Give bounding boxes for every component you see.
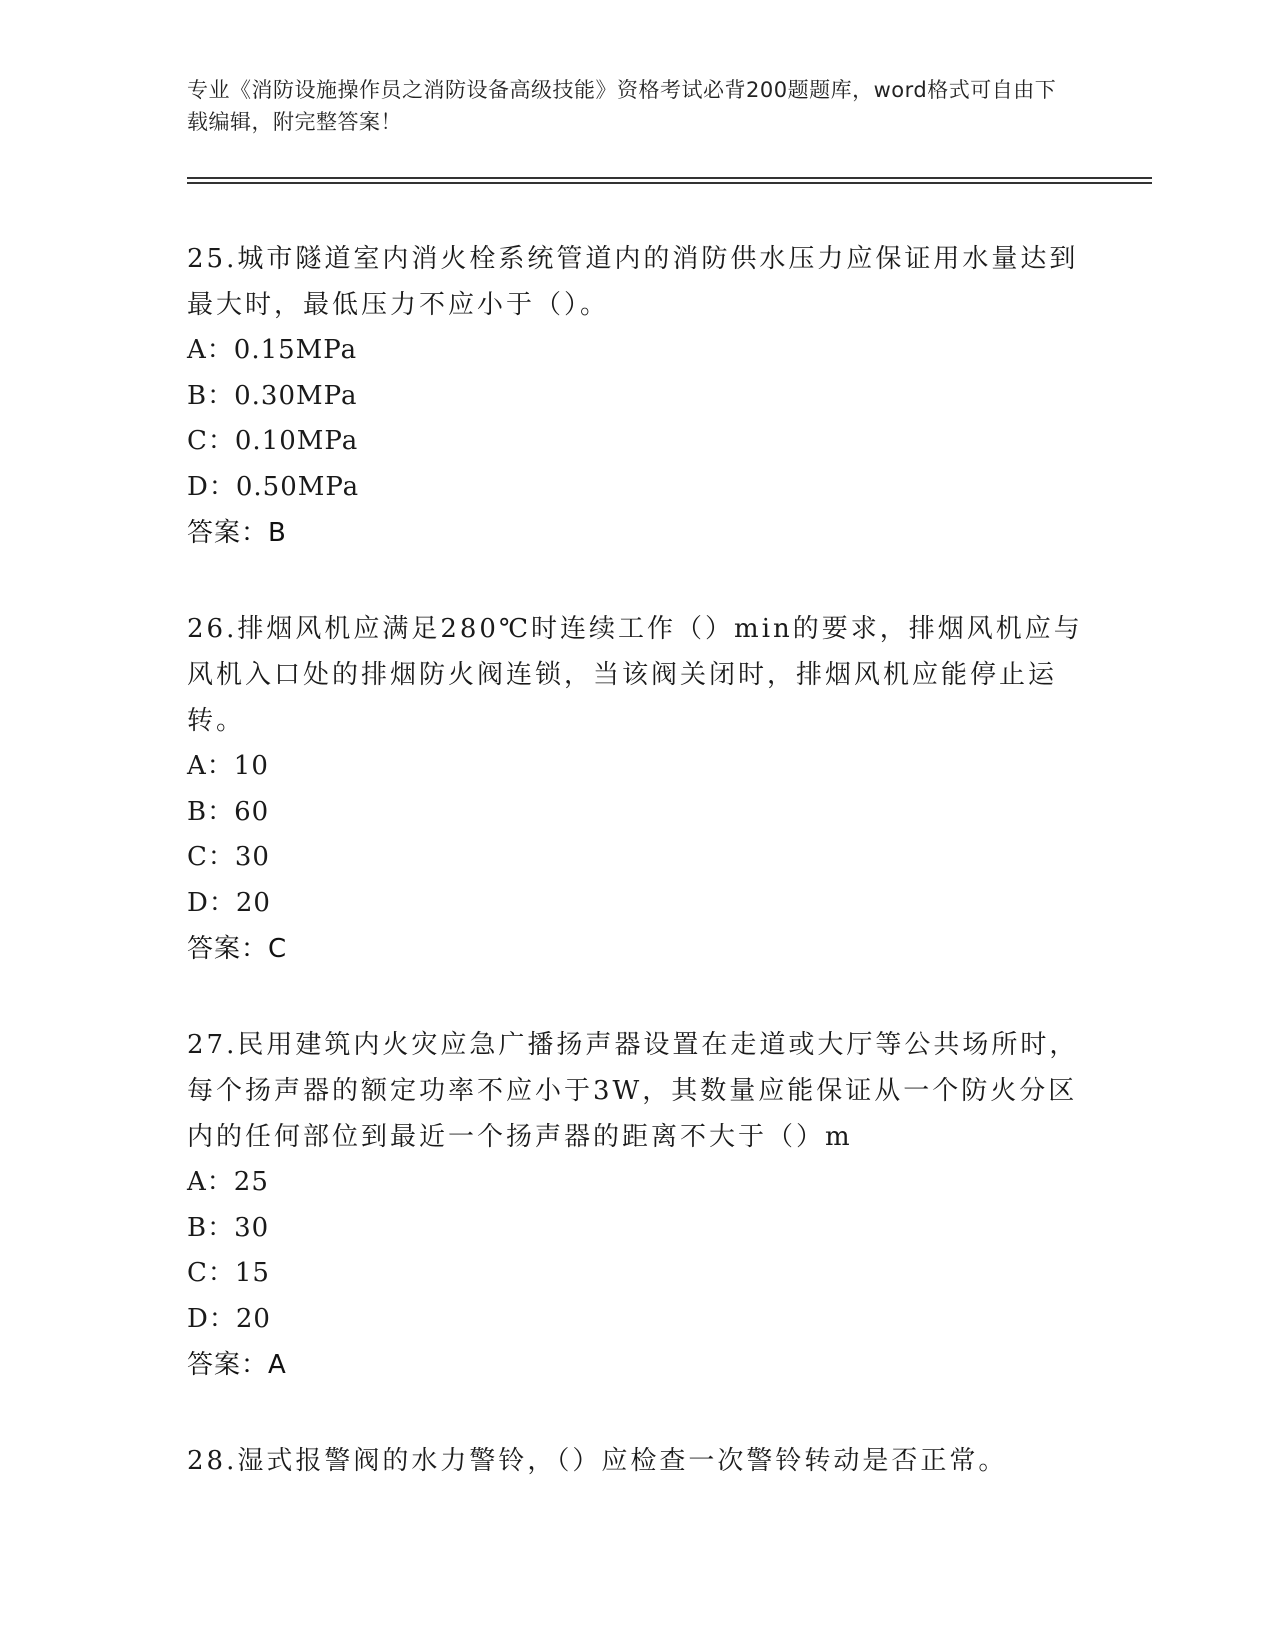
option-c: C：30 xyxy=(187,842,270,872)
answer-line: 答案：C xyxy=(187,934,288,964)
option-c: C：15 xyxy=(187,1258,270,1288)
answer-line: 答案：B xyxy=(187,518,287,548)
option-c: C：0.10MPa xyxy=(187,426,359,456)
header-divider-top xyxy=(187,177,1152,179)
option-a: A：10 xyxy=(187,751,269,781)
header-divider-bottom xyxy=(187,182,1152,184)
question-list xyxy=(187,236,1087,1534)
option-d: D：20 xyxy=(187,1303,271,1334)
option-b: B：0.30MPa xyxy=(187,380,358,411)
question-26 xyxy=(187,606,1087,972)
document-header: 专业《消防设施操作员之消防设备高级技能》资格考试必背200题题库，word格式可自由下载编辑，附完整答案！ xyxy=(187,78,1057,134)
question-stem: 25.城市隧道室内消火栓系统管道内的消防供水压力应保证用水量达到最大时，最低压力不应小于（）。 xyxy=(187,244,1079,320)
question-28 xyxy=(187,1438,1087,1484)
question-stem: 27.民用建筑内火灾应急广播扬声器设置在走道或大厅等公共场所时，每个扬声器的额定功率不应小于3W，其数量应能保证从一个防火分区内的任何部位到最近一个扬声器的距离不大于（）m xyxy=(187,1030,1079,1152)
question-27 xyxy=(187,1022,1087,1388)
question-stem: 28.湿式报警阀的水力警铃，（）应检查一次警铃转动是否正常。 xyxy=(187,1446,1008,1476)
question-25 xyxy=(187,236,1087,556)
option-a: A：0.15MPa xyxy=(187,335,358,365)
option-d: D：20 xyxy=(187,887,271,918)
option-d: D：0.50MPa xyxy=(187,471,360,502)
option-a: A：25 xyxy=(187,1167,269,1197)
option-b: B：30 xyxy=(187,1212,270,1243)
answer-line: 答案：A xyxy=(187,1350,287,1380)
question-stem: 26.排烟风机应满足280℃时连续工作（）min的要求，排烟风机应与风机入口处的排烟防火阀连锁，当该阀关闭时，排烟风机应能停止运转。 xyxy=(187,614,1083,736)
option-b: B：60 xyxy=(187,796,270,827)
